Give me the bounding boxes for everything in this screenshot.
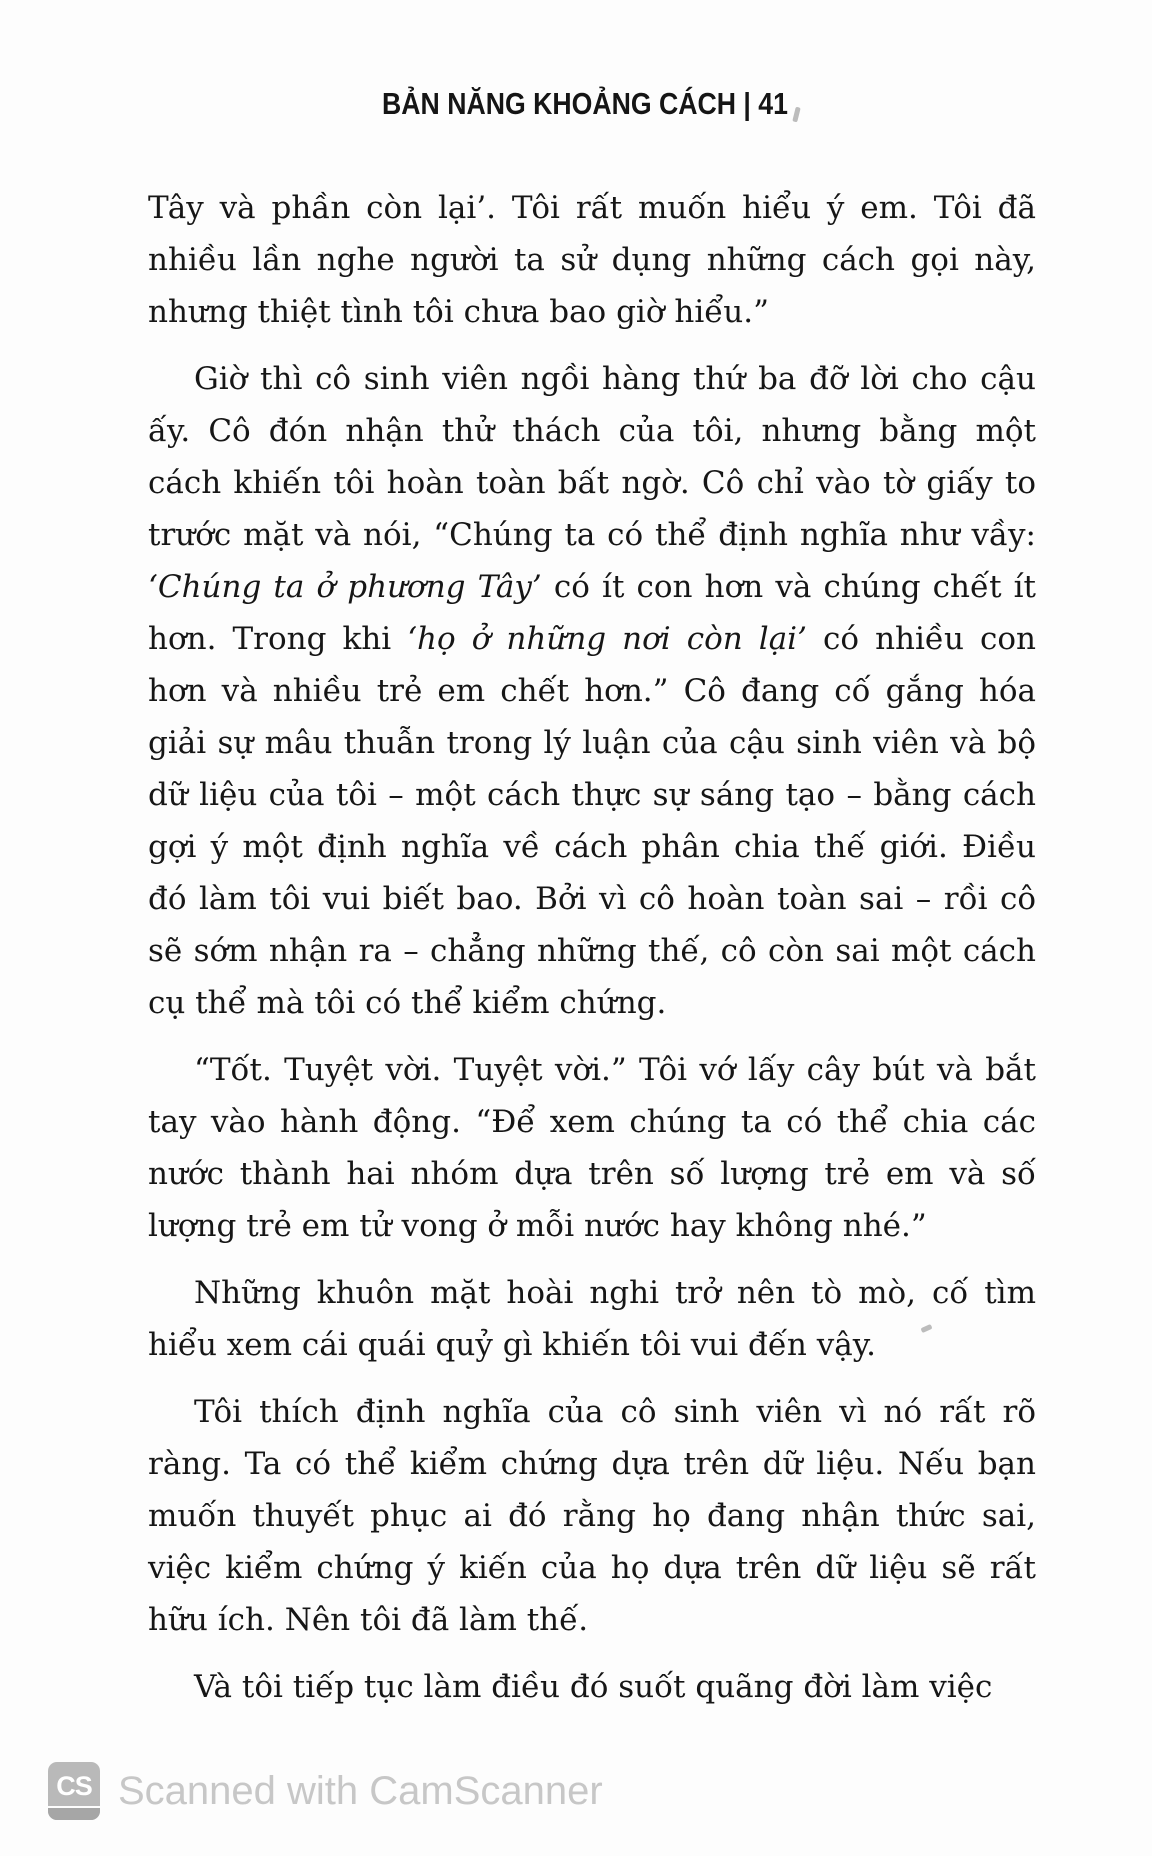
text-run: Những khuôn mặt hoài nghi trở nên tò mò, cố tìm hiểu xem cái quái quỷ gì khiến tôi vui đến vậy. xyxy=(148,1275,1036,1363)
text-run: Giờ thì cô sinh viên ngồi hàng thứ ba đỡ lời cho cậu ấy. Cô đón nhận thử thách của tôi, nhưng bằng một cách khiến tôi hoàn toàn bất ngờ. Cô chỉ vào tờ giấy to trước mặt và nói, “Chúng ta có thể định nghĩa như vầy: xyxy=(148,361,1036,553)
text-run: Tôi thích định nghĩa của cô sinh viên vì nó rất rõ ràng. Ta có thể kiểm chứng dựa trên dữ liệu. Nếu bạn muốn thuyết phục ai đó rằng họ đang nhận thức sai, việc kiểm chứng ý kiến của họ dựa trên dữ liệu sẽ rất hữu ích. Nên tôi đã làm thế. xyxy=(148,1394,1036,1638)
paragraph xyxy=(148,1044,1036,1252)
page-header-text: BẢN NĂNG KHOẢNG CÁCH | 41 xyxy=(382,86,788,121)
camscanner-logo-icon xyxy=(48,1762,100,1820)
paragraph xyxy=(148,353,1036,1029)
camscanner-watermark xyxy=(48,1762,603,1820)
camscanner-logo-strip xyxy=(48,1806,100,1820)
italic-phrase: ‘Chúng ta ở phương Tây’ xyxy=(148,569,542,605)
italic-phrase: ‘họ ở những nơi còn lại’ xyxy=(407,621,807,657)
text-run: có nhiều con hơn và nhiều trẻ em chết hơn.” Cô đang cố gắng hóa giải sự mâu thuẫn trong lý luận của cậu sinh viên và bộ dữ liệu của tôi – một cách thực sự sáng tạo – bằng cách gợi ý một định nghĩa về cách phân chia thế giới. Điều đó làm tôi vui biết bao. Bởi vì cô hoàn toàn sai – rồi cô sẽ sớm nhận ra – chẳng những thế, cô còn sai một cách cụ thể mà tôi có thể kiểm chứng. xyxy=(148,621,1036,1021)
camscanner-logo-text: CS xyxy=(56,1771,92,1801)
camscanner-watermark-label: Scanned with CamScanner xyxy=(118,1768,603,1813)
paragraph xyxy=(148,1267,1036,1371)
paragraph xyxy=(148,1386,1036,1646)
paragraph xyxy=(148,182,1036,338)
text-run: Và tôi tiếp tục làm điều đó suốt quãng đời làm việc xyxy=(194,1669,993,1705)
body-text xyxy=(148,182,1036,1713)
paragraph xyxy=(148,1661,1036,1713)
page-header xyxy=(140,86,1030,122)
text-run: “Tốt. Tuyệt vời. Tuyệt vời.” Tôi vớ lấy cây bút và bắt tay vào hành động. “Để xem chúng ta có thể chia các nước thành hai nhóm dựa trên số lượng trẻ em và số lượng trẻ em tử vong ở mỗi nước hay không nhé.” xyxy=(148,1052,1036,1244)
text-run: có ít con hơn và chúng chết ít hơn. Trong khi xyxy=(148,569,1037,657)
text-run: Tây và phần còn lại’. Tôi rất muốn hiểu ý em. Tôi đã nhiều lần nghe người ta sử dụng những cách gọi này, nhưng thiệt tình tôi chưa bao giờ hiểu.” xyxy=(148,190,1036,330)
